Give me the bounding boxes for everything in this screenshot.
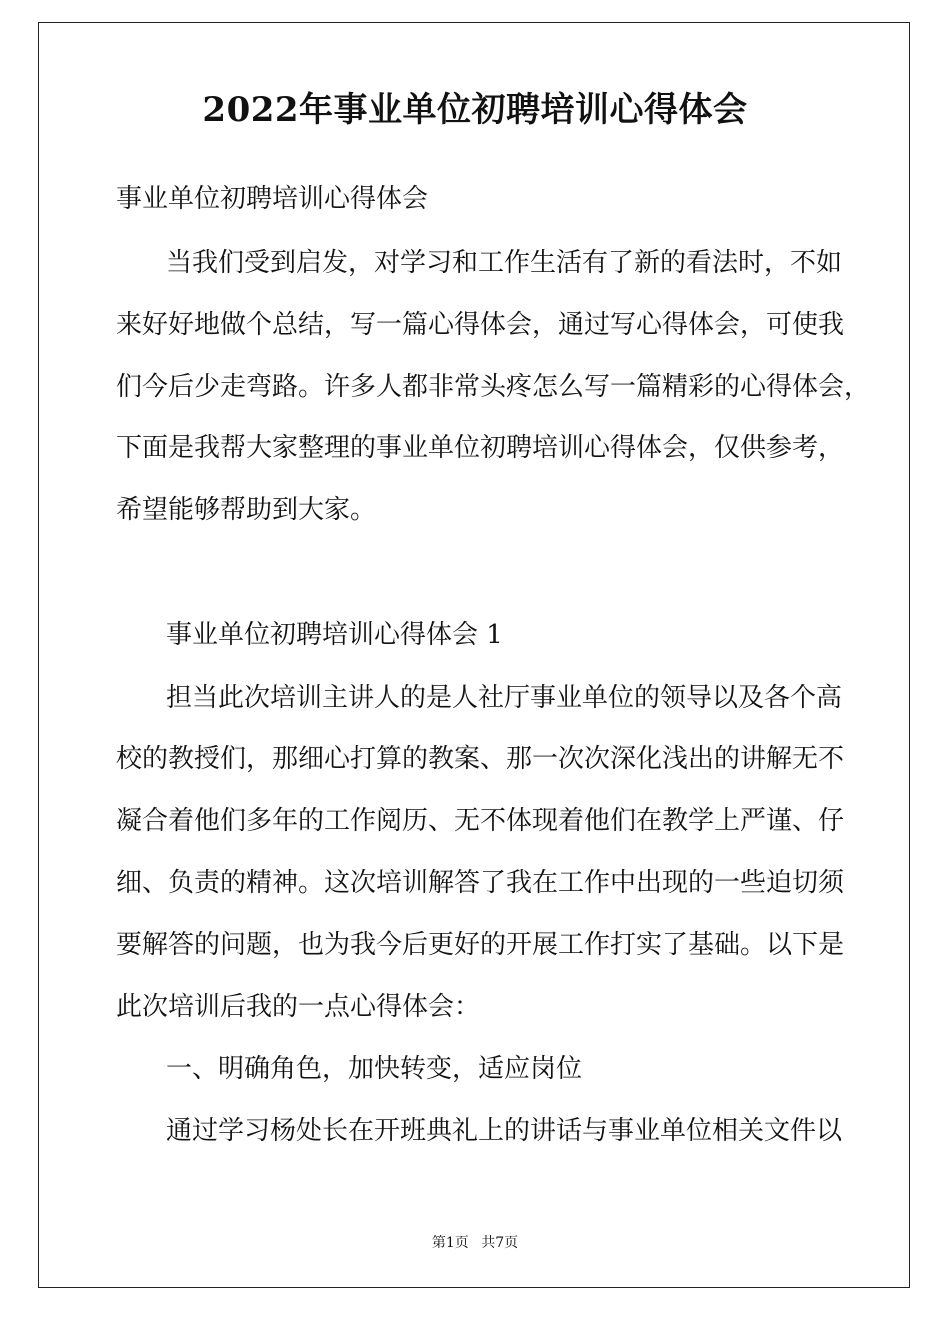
document-subtitle: 事业单位初聘培训心得体会: [116, 184, 429, 214]
intro-line: 们今后少走弯路。许多人都非常头疼怎么写一篇精彩的心得体会，: [116, 372, 871, 402]
body-line: 通过学习杨处长在开班典礼上的讲话与事业单位相关文件以: [166, 1116, 843, 1146]
body-line: 凝合着他们多年的工作阅历、无不体现着他们在教学上严谨、仔: [116, 806, 845, 836]
section-heading: 事业单位初聘培训心得体会 1: [166, 620, 503, 650]
body-line: 细、负责的精神。这次培训解答了我在工作中出现的一些迫切须: [116, 868, 845, 898]
body-line: 此次培训后我的一点心得体会：: [116, 992, 481, 1022]
intro-line: 当我们受到启发，对学习和工作生活有了新的看法时，不如: [166, 248, 843, 278]
page-total: 共7页: [481, 1235, 519, 1251]
body-line: 校的教授们，那细心打算的教案、那一次次深化浅出的讲解无不: [116, 744, 845, 774]
body-line: 担当此次培训主讲人的是人社厅事业单位的领导以及各个高: [166, 683, 843, 713]
document-title: 2022年事业单位初聘培训心得体会: [202, 90, 748, 130]
page-footer: [0, 1233, 950, 1253]
page-current: 第1页: [431, 1235, 469, 1251]
point-heading: 一、明确角色，加快转变，适应岗位: [166, 1054, 583, 1084]
body-line: 要解答的问题，也为我今后更好的开展工作打实了基础。以下是: [116, 930, 845, 960]
intro-line: 希望能够帮助到大家。: [116, 495, 377, 525]
intro-line: 下面是我帮大家整理的事业单位初聘培训心得体会，仅供参考，: [116, 433, 845, 463]
intro-line: 来好好地做个总结，写一篇心得体会，通过写心得体会，可使我: [116, 310, 845, 340]
